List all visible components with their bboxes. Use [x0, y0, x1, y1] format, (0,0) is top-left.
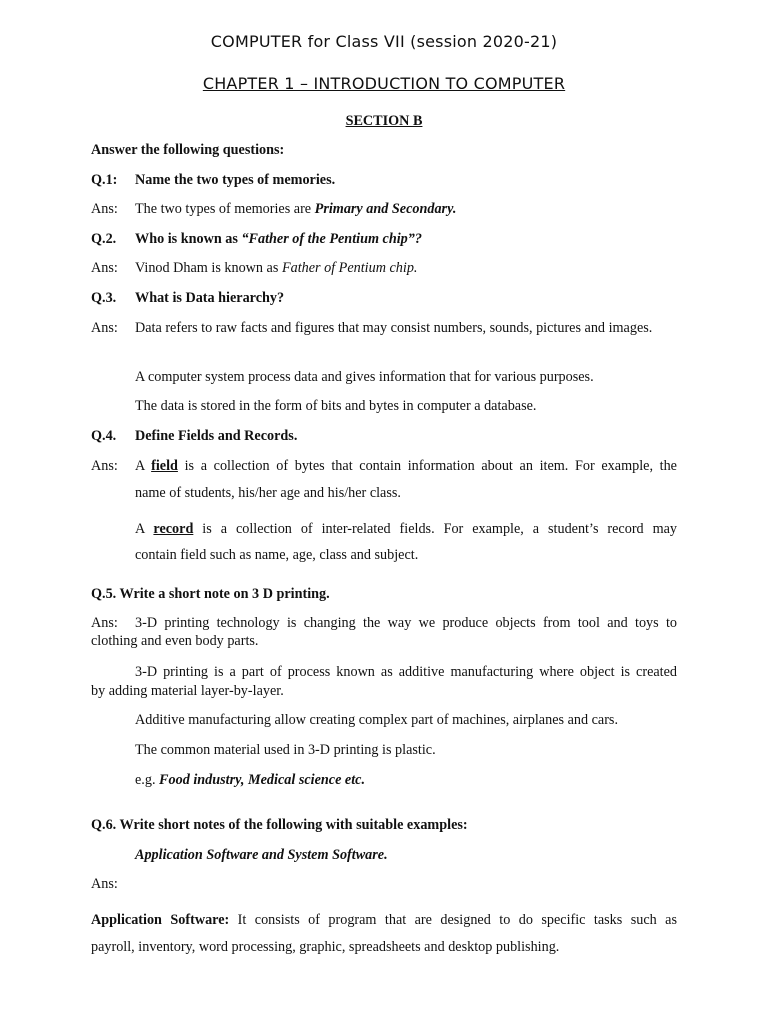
q1-answer: [135, 200, 456, 219]
q1-number: Q.1:: [91, 172, 118, 188]
q4-field-line2: name of students, his/her age and his/her class.: [135, 485, 401, 501]
q6-ans-label: Ans:: [91, 876, 118, 892]
q4-ans-label: Ans:: [91, 458, 118, 474]
q5-p3: Additive manufacturing allow creating complex part of machines, airplanes and cars.: [135, 712, 618, 728]
q2-ans-label: Ans:: [91, 260, 118, 276]
q2-answer-text: Vinod Dham is known as: [135, 260, 282, 276]
q2-question: [135, 230, 422, 249]
section-heading: SECTION B: [345, 113, 423, 129]
q1-answer-text: The two types of memories are: [135, 201, 315, 217]
q6-heading: Q.6. Write short notes of the following with suitable examples:: [91, 817, 468, 833]
q4-number: Q.4.: [91, 428, 117, 444]
q5-p1-line1: 3-D printing technology is changing the way we produce objects from tool and toys to: [135, 615, 677, 631]
q3-number: Q.3.: [91, 290, 117, 306]
q3-answer-p3: The data is stored in the form of bits and bytes in computer a database.: [135, 398, 537, 414]
q4-field-pre: A: [135, 458, 152, 474]
q4-record-line2: contain field such as name, age, class and subject.: [135, 547, 419, 563]
q5-p4: The common material used in 3-D printing is plastic.: [135, 742, 436, 758]
q6-app-text: It consists of program that are designed to do specific tasks such as: [229, 912, 677, 928]
q1-ans-label: Ans:: [91, 201, 118, 217]
q2-question-emphasis: “Father of the Pentium chip”?: [241, 231, 422, 247]
q5-p2-line2: by adding material layer-by-layer.: [91, 683, 284, 699]
q2-answer-emphasis: Father of Pentium chip.: [281, 260, 418, 276]
q1-answer-emphasis: Primary and Secondary.: [314, 201, 457, 217]
q4-record-post: is a collection of inter-related fields. For example, a student’s record may: [193, 521, 678, 537]
q6-app-label: Application Software:: [91, 912, 230, 928]
q4-record-pre: A: [135, 521, 154, 537]
q5-example: [135, 771, 365, 790]
q6-app-line2: payroll, inventory, word processing, graphic, spreadsheets and desktop publishing.: [91, 939, 560, 955]
q5-p2-line1: 3-D printing is a part of process known as additive manufacturing where object is created: [135, 664, 677, 680]
q6-subheading: Application Software and System Software.: [135, 847, 388, 863]
q6-app-line1: [91, 911, 677, 930]
q4-field-line1: [135, 457, 677, 476]
document-title: COMPUTER for Class VII (session 2020-21): [210, 32, 558, 51]
q4-record-line1: [135, 520, 677, 539]
q2-number: Q.2.: [91, 231, 117, 247]
q4-field-term: field: [151, 458, 178, 474]
q4-question: Define Fields and Records.: [135, 428, 298, 444]
q2-answer: [135, 259, 417, 278]
q3-answer-p1: Data refers to raw facts and figures that may consist numbers, sounds, pictures and images.: [135, 320, 653, 336]
q1-question: Name the two types of memories.: [135, 172, 336, 188]
q4-record-term: record: [153, 521, 194, 537]
q4-field-post: is a collection of bytes that contain information about an item. For example, the: [177, 458, 677, 474]
q5-ans-label: Ans:: [91, 615, 118, 631]
chapter-heading-wrap: [0, 74, 768, 93]
q5-example-pre: e.g.: [135, 772, 160, 788]
instruction-text: Answer the following questions:: [91, 142, 285, 158]
q5-example-emphasis: Food industry, Medical science etc.: [159, 772, 366, 788]
q5-p1-line2: clothing and even body parts.: [91, 633, 259, 649]
chapter-heading: CHAPTER 1 – INTRODUCTION TO COMPUTER: [202, 74, 566, 93]
q3-ans-label: Ans:: [91, 320, 118, 336]
q5-heading: Q.5. Write a short note on 3 D printing.: [91, 586, 330, 602]
q2-question-text: Who is known as: [135, 231, 242, 247]
q3-question: What is Data hierarchy?: [135, 290, 285, 306]
q3-answer-p2: A computer system process data and gives information that for various purposes.: [135, 369, 594, 385]
